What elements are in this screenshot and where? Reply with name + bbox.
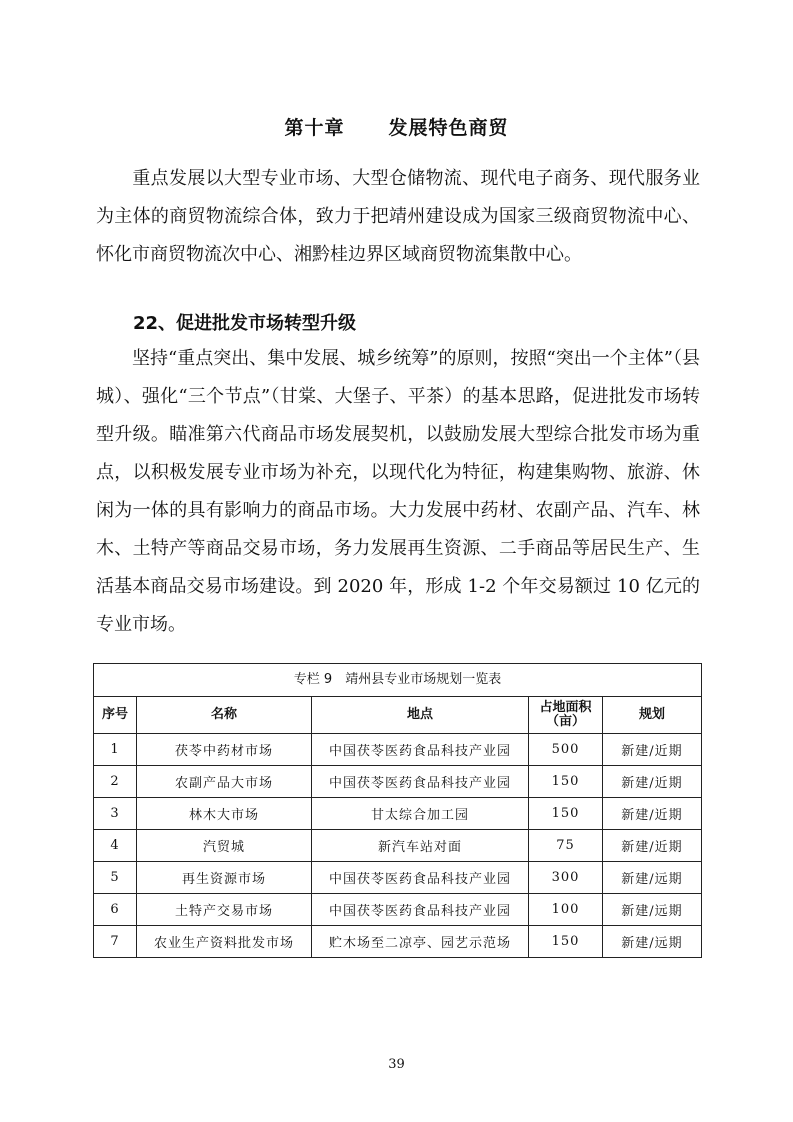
cell-name: 农业生产资料批发市场 <box>137 926 312 958</box>
chapter-title <box>0 113 793 140</box>
section-text: 坚持“重点突出、集中发展、城乡统筹”的原则，按照“突出一个主体”（县城）、强化“三个节点”（甘棠、大堡子、平茶）的基本思路，促进批发市场转型升级。瞄准第六代商品市场发展契机，以鼓励发展大型综合批发市场为重点，以积极发展专业市场为补充，以现代化为特征，构建集购物、旅游、休闲为一体的具有影响力的商品市场。大力发展中药材、农副产品、汽车、林木、土特产等商品交易市场，务力发展再生资源、二手商品等居民生产、生活基本商品交易市场建设。到 2020 年，形成 1-2 个年交易额过 10 亿元的专业市场。 <box>96 348 700 635</box>
chapter-name: 发展特色商贸 <box>388 116 509 139</box>
cell-area: 150 <box>529 766 603 798</box>
table-row <box>94 894 701 926</box>
table-row <box>94 798 701 830</box>
cell-plan: 新建/近期 <box>603 830 702 862</box>
page-number: 39 <box>388 1057 405 1072</box>
cell-plan: 新建/远期 <box>603 926 702 958</box>
cell-area: 75 <box>529 830 603 862</box>
cell-index: 2 <box>94 766 137 798</box>
intro-paragraph <box>96 160 700 274</box>
cell-location: 新汽车站对面 <box>312 830 529 862</box>
header-name: 名称 <box>137 697 312 734</box>
table-row <box>94 830 701 862</box>
header-index: 序号 <box>94 697 137 734</box>
cell-location: 贮木场至二凉亭、园艺示范场 <box>312 926 529 958</box>
cell-plan: 新建/近期 <box>603 734 702 766</box>
cell-location: 中国茯苓医药食品科技产业园 <box>312 862 529 894</box>
cell-plan: 新建/远期 <box>603 894 702 926</box>
cell-location: 中国茯苓医药食品科技产业园 <box>312 734 529 766</box>
cell-index: 1 <box>94 734 137 766</box>
table-caption: 专栏 9 靖州县专业市场规划一览表 <box>94 664 701 697</box>
cell-index: 6 <box>94 894 137 926</box>
header-location: 地点 <box>312 697 529 734</box>
cell-location: 甘太综合加工园 <box>312 798 529 830</box>
cell-index: 7 <box>94 926 137 958</box>
cell-index: 4 <box>94 830 137 862</box>
table-row <box>94 734 701 766</box>
header-area-line2: （亩） <box>545 714 585 729</box>
header-area <box>529 697 603 734</box>
cell-index: 5 <box>94 862 137 894</box>
cell-name: 汽贸城 <box>137 830 312 862</box>
table-grid <box>94 697 701 957</box>
header-area-line1: 占地面积 <box>539 700 592 715</box>
cell-area: 150 <box>529 926 603 958</box>
cell-area: 500 <box>529 734 603 766</box>
table-row <box>94 926 701 958</box>
cell-area: 100 <box>529 894 603 926</box>
header-plan: 规划 <box>603 697 702 734</box>
intro-text: 重点发展以大型专业市场、大型仓储物流、现代电子商务、现代服务业为主体的商贸物流综合体，致力于把靖州建设成为国家三级商贸物流中心、怀化市商贸物流次中心、湘黔桂边界区域商贸物流集散中心。 <box>96 168 700 265</box>
cell-name: 再生资源市场 <box>137 862 312 894</box>
cell-area: 150 <box>529 798 603 830</box>
section-heading: 22、促进批发市场转型升级 <box>133 313 357 334</box>
cell-name: 农副产品大市场 <box>137 766 312 798</box>
cell-name: 林木大市场 <box>137 798 312 830</box>
section-paragraph <box>96 340 700 644</box>
cell-location: 中国茯苓医药食品科技产业园 <box>312 894 529 926</box>
cell-location: 中国茯苓医药食品科技产业园 <box>312 766 529 798</box>
market-plan-table <box>93 663 702 958</box>
cell-plan: 新建/近期 <box>603 798 702 830</box>
cell-name: 茯苓中药材市场 <box>137 734 312 766</box>
cell-area: 300 <box>529 862 603 894</box>
table-row <box>94 766 701 798</box>
table-row <box>94 862 701 894</box>
cell-name: 土特产交易市场 <box>137 894 312 926</box>
chapter-number: 第十章 <box>284 116 345 139</box>
table-header-row <box>94 697 701 734</box>
cell-plan: 新建/远期 <box>603 862 702 894</box>
cell-plan: 新建/近期 <box>603 766 702 798</box>
cell-index: 3 <box>94 798 137 830</box>
